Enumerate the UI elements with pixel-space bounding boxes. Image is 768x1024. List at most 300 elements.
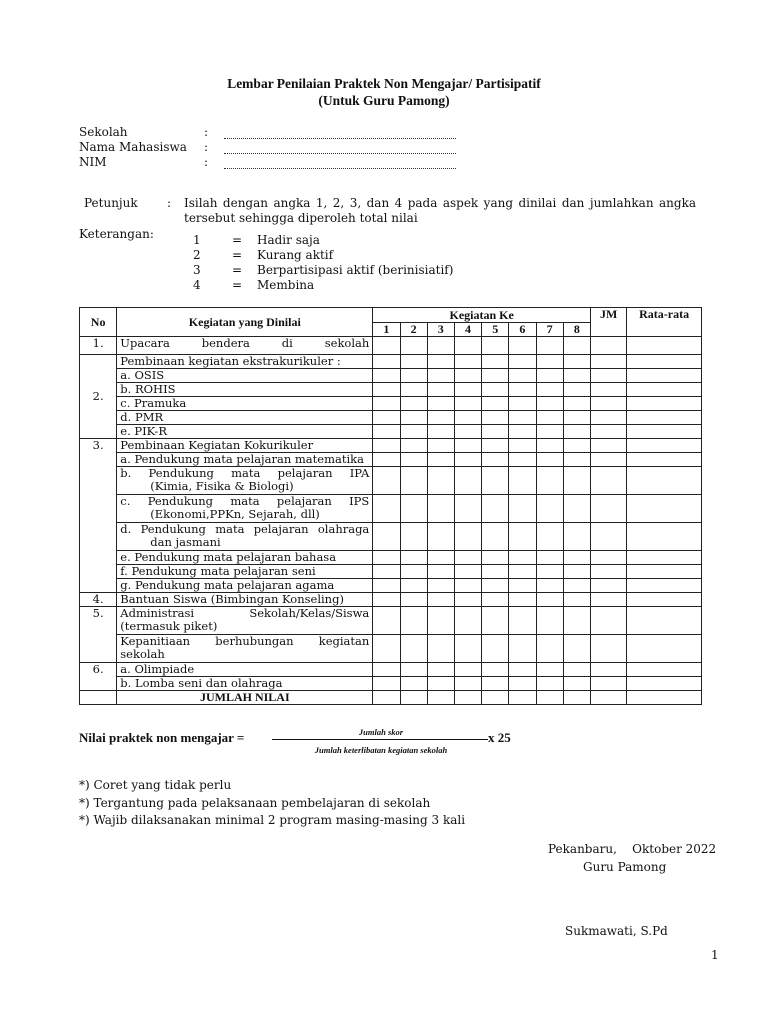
row-activity: b. Lomba seni dan olahraga bbox=[117, 677, 373, 691]
score-cell[interactable] bbox=[536, 523, 563, 551]
score-cell[interactable] bbox=[373, 425, 400, 439]
row-activity-line: dan jasmani bbox=[150, 535, 221, 549]
score-cell[interactable] bbox=[400, 607, 427, 635]
field-label-nim: NIM bbox=[79, 155, 107, 169]
assessment-table bbox=[79, 307, 702, 705]
score-cell[interactable] bbox=[509, 467, 536, 495]
score-cell[interactable] bbox=[591, 565, 627, 579]
score-cell[interactable] bbox=[400, 439, 427, 453]
score-cell[interactable] bbox=[563, 593, 590, 607]
score-cell[interactable] bbox=[509, 397, 536, 411]
row-activity: Upacara bendera di sekolah bbox=[117, 337, 373, 355]
score-cell[interactable] bbox=[627, 579, 702, 593]
score-cell[interactable] bbox=[591, 523, 627, 551]
score-cell[interactable] bbox=[563, 355, 590, 369]
field-colon: : bbox=[204, 125, 209, 139]
score-cell[interactable] bbox=[591, 453, 627, 467]
score-cell[interactable] bbox=[427, 337, 454, 355]
score-cell[interactable] bbox=[509, 425, 536, 439]
score-cell[interactable] bbox=[563, 691, 590, 705]
score-cell[interactable] bbox=[627, 411, 702, 425]
header-num: 5 bbox=[482, 323, 509, 337]
note-line: *) Tergantung pada pelaksanaan pembelajaran di sekolah bbox=[79, 796, 431, 810]
score-cell[interactable] bbox=[482, 397, 509, 411]
score-cell[interactable] bbox=[454, 607, 481, 635]
score-cell[interactable] bbox=[373, 677, 400, 691]
score-cell[interactable] bbox=[627, 495, 702, 523]
row-activity: c. Pramuka bbox=[117, 397, 373, 411]
score-cell[interactable] bbox=[591, 677, 627, 691]
score-cell[interactable] bbox=[427, 369, 454, 383]
row-activity-line: c. Pendukung mata pelajaran IPS bbox=[120, 494, 370, 508]
score-cell[interactable] bbox=[482, 551, 509, 565]
score-cell[interactable] bbox=[563, 411, 590, 425]
score-cell[interactable] bbox=[454, 439, 481, 453]
score-cell[interactable] bbox=[536, 691, 563, 705]
score-cell[interactable] bbox=[427, 593, 454, 607]
row-activity-line: Kepanitiaan berhubungan kegiatan bbox=[120, 634, 370, 648]
score-cell[interactable] bbox=[563, 677, 590, 691]
row-activity-line: d. Pendukung mata pelajaran olahraga bbox=[120, 522, 370, 536]
score-cell[interactable] bbox=[563, 397, 590, 411]
petunjuk-colon: : bbox=[167, 196, 172, 210]
sekolah-fill-line[interactable] bbox=[224, 128, 456, 139]
header-rata-rata: Rata-rata bbox=[627, 308, 702, 337]
score-cell[interactable] bbox=[427, 397, 454, 411]
header-num: 7 bbox=[536, 323, 563, 337]
score-cell[interactable] bbox=[627, 453, 702, 467]
score-cell[interactable] bbox=[591, 551, 627, 565]
score-cell[interactable] bbox=[400, 677, 427, 691]
score-cell[interactable] bbox=[563, 337, 590, 355]
score-cell[interactable] bbox=[454, 411, 481, 425]
score-cell[interactable] bbox=[509, 453, 536, 467]
score-cell[interactable] bbox=[509, 337, 536, 355]
row-activity-line: sekolah bbox=[120, 647, 165, 661]
score-cell[interactable] bbox=[509, 677, 536, 691]
score-cell[interactable] bbox=[400, 453, 427, 467]
row-activity bbox=[117, 607, 373, 635]
score-cell[interactable] bbox=[400, 495, 427, 523]
score-cell[interactable] bbox=[427, 453, 454, 467]
row-activity-line: (Ekonomi,PPKn, Sejarah, dll) bbox=[150, 507, 320, 521]
score-cell[interactable] bbox=[509, 691, 536, 705]
score-cell[interactable] bbox=[427, 495, 454, 523]
score-cell[interactable] bbox=[536, 397, 563, 411]
score-cell[interactable] bbox=[454, 453, 481, 467]
score-cell[interactable] bbox=[591, 691, 627, 705]
table-row bbox=[80, 369, 702, 383]
nama-fill-line[interactable] bbox=[224, 143, 456, 154]
score-cell[interactable] bbox=[509, 523, 536, 551]
score-cell[interactable] bbox=[509, 635, 536, 663]
row-activity: g. Pendukung mata pelajaran agama bbox=[117, 579, 373, 593]
score-cell[interactable] bbox=[536, 453, 563, 467]
score-cell[interactable] bbox=[427, 439, 454, 453]
score-cell[interactable] bbox=[482, 467, 509, 495]
score-cell[interactable] bbox=[373, 663, 400, 677]
score-cell[interactable] bbox=[591, 425, 627, 439]
score-cell[interactable] bbox=[400, 579, 427, 593]
score-cell[interactable] bbox=[373, 369, 400, 383]
row-no: 2. bbox=[80, 355, 117, 439]
score-cell[interactable] bbox=[591, 337, 627, 355]
score-cell[interactable] bbox=[427, 523, 454, 551]
row-activity-line: b. Pendukung mata pelajaran IPA bbox=[120, 466, 370, 480]
score-cell[interactable] bbox=[400, 425, 427, 439]
score-cell[interactable] bbox=[454, 677, 481, 691]
score-cell[interactable] bbox=[591, 593, 627, 607]
ket-eq: = bbox=[232, 263, 243, 277]
score-cell[interactable] bbox=[591, 397, 627, 411]
field-colon: : bbox=[204, 155, 209, 169]
row-activity-line: Administrasi Sekolah/Kelas/Siswa bbox=[120, 606, 370, 620]
header-num: 6 bbox=[509, 323, 536, 337]
score-cell[interactable] bbox=[509, 663, 536, 677]
score-cell[interactable] bbox=[427, 467, 454, 495]
score-cell[interactable] bbox=[536, 355, 563, 369]
score-cell[interactable] bbox=[591, 411, 627, 425]
row-activity: d. PMR bbox=[117, 411, 373, 425]
score-cell[interactable] bbox=[400, 355, 427, 369]
header-jm: JM bbox=[591, 308, 627, 337]
score-cell[interactable] bbox=[536, 593, 563, 607]
score-cell[interactable] bbox=[373, 523, 400, 551]
table-row bbox=[80, 337, 702, 355]
score-cell[interactable] bbox=[427, 635, 454, 663]
score-cell[interactable] bbox=[563, 369, 590, 383]
score-cell[interactable] bbox=[536, 551, 563, 565]
score-cell[interactable] bbox=[373, 593, 400, 607]
score-cell[interactable] bbox=[563, 439, 590, 453]
score-cell[interactable] bbox=[536, 383, 563, 397]
score-cell[interactable] bbox=[482, 691, 509, 705]
score-cell[interactable] bbox=[482, 523, 509, 551]
score-cell[interactable] bbox=[563, 467, 590, 495]
score-cell[interactable] bbox=[373, 453, 400, 467]
score-cell[interactable] bbox=[427, 411, 454, 425]
score-cell[interactable] bbox=[373, 439, 400, 453]
header-no: No bbox=[80, 308, 117, 337]
table-row bbox=[80, 425, 702, 439]
score-cell[interactable] bbox=[454, 397, 481, 411]
score-cell[interactable] bbox=[427, 579, 454, 593]
score-cell[interactable] bbox=[509, 411, 536, 425]
score-cell[interactable] bbox=[482, 663, 509, 677]
score-cell[interactable] bbox=[482, 337, 509, 355]
score-cell[interactable] bbox=[373, 411, 400, 425]
score-cell[interactable] bbox=[482, 383, 509, 397]
score-cell[interactable] bbox=[427, 383, 454, 397]
score-cell[interactable] bbox=[427, 425, 454, 439]
score-cell[interactable] bbox=[536, 411, 563, 425]
score-cell[interactable] bbox=[591, 383, 627, 397]
table-row bbox=[80, 663, 702, 677]
ket-text: Membina bbox=[257, 278, 315, 292]
score-cell[interactable] bbox=[509, 383, 536, 397]
score-cell[interactable] bbox=[454, 337, 481, 355]
score-cell[interactable] bbox=[427, 691, 454, 705]
score-cell[interactable] bbox=[454, 635, 481, 663]
score-cell[interactable] bbox=[536, 495, 563, 523]
score-cell[interactable] bbox=[627, 369, 702, 383]
score-cell[interactable] bbox=[536, 439, 563, 453]
score-cell[interactable] bbox=[627, 663, 702, 677]
score-cell[interactable] bbox=[454, 467, 481, 495]
score-cell[interactable] bbox=[536, 635, 563, 663]
table-header-row bbox=[80, 308, 702, 323]
score-cell[interactable] bbox=[509, 593, 536, 607]
ket-num: 3 bbox=[193, 263, 201, 277]
score-cell[interactable] bbox=[454, 579, 481, 593]
sign-place-date: Pekanbaru, Oktober 2022 bbox=[548, 842, 717, 856]
score-cell[interactable] bbox=[627, 523, 702, 551]
score-cell[interactable] bbox=[482, 607, 509, 635]
header-num: 1 bbox=[373, 323, 400, 337]
keterangan-label: Keterangan: bbox=[79, 227, 154, 241]
row-activity: a. Pendukung mata pelajaran matematika bbox=[117, 453, 373, 467]
table-row bbox=[80, 453, 702, 467]
score-cell[interactable] bbox=[536, 425, 563, 439]
score-cell[interactable] bbox=[427, 607, 454, 635]
score-cell[interactable] bbox=[563, 523, 590, 551]
row-activity-line: (Kimia, Fisika & Biologi) bbox=[150, 479, 294, 493]
score-cell[interactable] bbox=[454, 551, 481, 565]
score-cell[interactable] bbox=[591, 635, 627, 663]
score-cell[interactable] bbox=[536, 467, 563, 495]
score-cell[interactable] bbox=[509, 565, 536, 579]
page-number: 1 bbox=[711, 948, 719, 962]
score-cell[interactable] bbox=[509, 579, 536, 593]
score-cell[interactable] bbox=[627, 337, 702, 355]
score-cell[interactable] bbox=[563, 495, 590, 523]
ket-num: 4 bbox=[193, 278, 201, 292]
score-cell[interactable] bbox=[427, 551, 454, 565]
sign-name: Sukmawati, S.Pd bbox=[565, 924, 668, 938]
row-activity: Bantuan Siswa (Bimbingan Konseling) bbox=[117, 593, 373, 607]
score-cell[interactable] bbox=[482, 495, 509, 523]
score-cell[interactable] bbox=[509, 495, 536, 523]
score-cell[interactable] bbox=[373, 467, 400, 495]
table-row bbox=[80, 523, 702, 551]
row-activity: Pembinaan kegiatan ekstrakurikuler : bbox=[117, 355, 373, 369]
score-cell[interactable] bbox=[373, 607, 400, 635]
table-row bbox=[80, 593, 702, 607]
ket-text: Kurang aktif bbox=[257, 248, 334, 262]
formula-multiplier: x 25 bbox=[488, 730, 511, 745]
score-cell[interactable] bbox=[627, 467, 702, 495]
score-cell[interactable] bbox=[627, 397, 702, 411]
score-cell[interactable] bbox=[563, 551, 590, 565]
ket-eq: = bbox=[232, 278, 243, 292]
score-cell[interactable] bbox=[373, 635, 400, 663]
row-no: 3. bbox=[80, 439, 117, 593]
score-cell[interactable] bbox=[400, 383, 427, 397]
score-cell[interactable] bbox=[627, 607, 702, 635]
table-row bbox=[80, 677, 702, 691]
score-cell[interactable] bbox=[536, 677, 563, 691]
petunjuk-line1: Isilah dengan angka 1, 2, 3, dan 4 pada aspek yang dinilai dan jumlahkan angka bbox=[184, 196, 696, 210]
header-num: 3 bbox=[427, 323, 454, 337]
row-activity bbox=[117, 523, 373, 551]
score-cell[interactable] bbox=[400, 337, 427, 355]
header-num: 4 bbox=[454, 323, 481, 337]
score-cell[interactable] bbox=[400, 369, 427, 383]
score-cell[interactable] bbox=[563, 425, 590, 439]
score-cell[interactable] bbox=[563, 579, 590, 593]
score-cell[interactable] bbox=[482, 411, 509, 425]
score-cell[interactable] bbox=[563, 565, 590, 579]
score-cell[interactable] bbox=[536, 663, 563, 677]
score-cell[interactable] bbox=[591, 663, 627, 677]
table-row bbox=[80, 635, 702, 663]
score-cell[interactable] bbox=[400, 593, 427, 607]
score-cell[interactable] bbox=[454, 691, 481, 705]
fraction-bar bbox=[272, 739, 488, 740]
score-cell[interactable] bbox=[373, 691, 400, 705]
score-cell[interactable] bbox=[591, 607, 627, 635]
score-cell[interactable] bbox=[454, 523, 481, 551]
score-cell[interactable] bbox=[373, 355, 400, 369]
score-cell[interactable] bbox=[373, 565, 400, 579]
score-cell[interactable] bbox=[373, 579, 400, 593]
score-cell[interactable] bbox=[482, 635, 509, 663]
score-cell[interactable] bbox=[627, 593, 702, 607]
score-cell[interactable] bbox=[627, 691, 702, 705]
score-cell[interactable] bbox=[454, 495, 481, 523]
score-cell[interactable] bbox=[454, 565, 481, 579]
score-cell[interactable] bbox=[591, 579, 627, 593]
score-cell[interactable] bbox=[454, 369, 481, 383]
score-cell[interactable] bbox=[591, 369, 627, 383]
row-activity bbox=[117, 467, 373, 495]
nim-fill-line[interactable] bbox=[224, 158, 456, 169]
score-cell[interactable] bbox=[373, 495, 400, 523]
ket-eq: = bbox=[232, 248, 243, 262]
score-cell[interactable] bbox=[400, 523, 427, 551]
score-cell[interactable] bbox=[563, 383, 590, 397]
ket-num: 2 bbox=[193, 248, 201, 262]
score-cell[interactable] bbox=[373, 337, 400, 355]
score-cell[interactable] bbox=[536, 565, 563, 579]
row-activity bbox=[117, 635, 373, 663]
row-no: 5. bbox=[80, 607, 117, 663]
score-cell[interactable] bbox=[400, 635, 427, 663]
score-cell[interactable] bbox=[427, 663, 454, 677]
score-cell[interactable] bbox=[454, 663, 481, 677]
score-cell[interactable] bbox=[536, 579, 563, 593]
score-cell[interactable] bbox=[627, 635, 702, 663]
score-cell[interactable] bbox=[591, 439, 627, 453]
header-num: 8 bbox=[563, 323, 590, 337]
score-cell[interactable] bbox=[482, 425, 509, 439]
ket-text: Berpartisipasi aktif (berinisiatif) bbox=[257, 263, 454, 277]
field-label-sekolah: Sekolah bbox=[79, 125, 128, 139]
ket-text: Hadir saja bbox=[257, 233, 320, 247]
row-activity: Pembinaan Kegiatan Kokurikuler bbox=[117, 439, 373, 453]
score-cell[interactable] bbox=[454, 593, 481, 607]
score-cell[interactable] bbox=[454, 355, 481, 369]
score-cell[interactable] bbox=[627, 551, 702, 565]
score-cell[interactable] bbox=[509, 355, 536, 369]
row-no: 6. bbox=[80, 663, 117, 691]
score-cell[interactable] bbox=[591, 355, 627, 369]
table-row bbox=[80, 411, 702, 425]
field-colon: : bbox=[204, 140, 209, 154]
row-no: 1. bbox=[80, 337, 117, 355]
row-activity: f. Pendukung mata pelajaran seni bbox=[117, 565, 373, 579]
formula-numerator: Jumlah skor bbox=[358, 727, 404, 737]
score-cell[interactable] bbox=[536, 337, 563, 355]
row-activity: e. PIK-R bbox=[117, 425, 373, 439]
note-line: *) Wajib dilaksanakan minimal 2 program masing-masing 3 kali bbox=[79, 813, 466, 827]
score-cell[interactable] bbox=[400, 467, 427, 495]
sign-role: Guru Pamong bbox=[583, 860, 667, 874]
score-cell[interactable] bbox=[509, 439, 536, 453]
score-cell[interactable] bbox=[563, 635, 590, 663]
score-cell[interactable] bbox=[482, 677, 509, 691]
score-cell[interactable] bbox=[563, 663, 590, 677]
score-cell[interactable] bbox=[482, 579, 509, 593]
score-cell[interactable] bbox=[482, 565, 509, 579]
score-cell[interactable] bbox=[627, 565, 702, 579]
score-cell[interactable] bbox=[373, 397, 400, 411]
doc-subtitle: (Untuk Guru Pamong) bbox=[318, 93, 450, 108]
score-cell[interactable] bbox=[400, 411, 427, 425]
score-cell[interactable] bbox=[400, 663, 427, 677]
score-cell[interactable] bbox=[627, 425, 702, 439]
petunjuk-line2: tersebut sehingga diperoleh total nilai bbox=[184, 211, 418, 225]
score-cell[interactable] bbox=[373, 551, 400, 565]
score-cell[interactable] bbox=[482, 453, 509, 467]
score-cell[interactable] bbox=[482, 369, 509, 383]
table-row bbox=[80, 467, 702, 495]
row-activity: e. Pendukung mata pelajaran bahasa bbox=[117, 551, 373, 565]
score-cell[interactable] bbox=[427, 565, 454, 579]
score-cell[interactable] bbox=[427, 355, 454, 369]
header-num: 2 bbox=[400, 323, 427, 337]
score-cell[interactable] bbox=[400, 397, 427, 411]
table-row bbox=[80, 355, 702, 369]
score-cell[interactable] bbox=[627, 677, 702, 691]
score-cell[interactable] bbox=[482, 593, 509, 607]
table-row bbox=[80, 495, 702, 523]
score-cell[interactable] bbox=[454, 425, 481, 439]
score-cell[interactable] bbox=[591, 467, 627, 495]
score-cell[interactable] bbox=[536, 607, 563, 635]
score-cell[interactable] bbox=[591, 495, 627, 523]
score-cell[interactable] bbox=[400, 691, 427, 705]
score-cell[interactable] bbox=[536, 369, 563, 383]
score-cell[interactable] bbox=[627, 383, 702, 397]
score-cell[interactable] bbox=[563, 453, 590, 467]
score-cell[interactable] bbox=[482, 355, 509, 369]
score-cell[interactable] bbox=[373, 383, 400, 397]
score-cell[interactable] bbox=[454, 383, 481, 397]
field-label-nama: Nama Mahasiswa bbox=[79, 140, 187, 154]
total-blank bbox=[80, 691, 117, 705]
score-cell[interactable] bbox=[627, 439, 702, 453]
score-cell[interactable] bbox=[400, 551, 427, 565]
score-cell[interactable] bbox=[563, 607, 590, 635]
score-cell[interactable] bbox=[427, 677, 454, 691]
score-cell[interactable] bbox=[509, 369, 536, 383]
score-cell[interactable] bbox=[482, 439, 509, 453]
score-cell[interactable] bbox=[400, 565, 427, 579]
score-cell[interactable] bbox=[509, 551, 536, 565]
score-cell[interactable] bbox=[627, 355, 702, 369]
score-cell[interactable] bbox=[509, 607, 536, 635]
